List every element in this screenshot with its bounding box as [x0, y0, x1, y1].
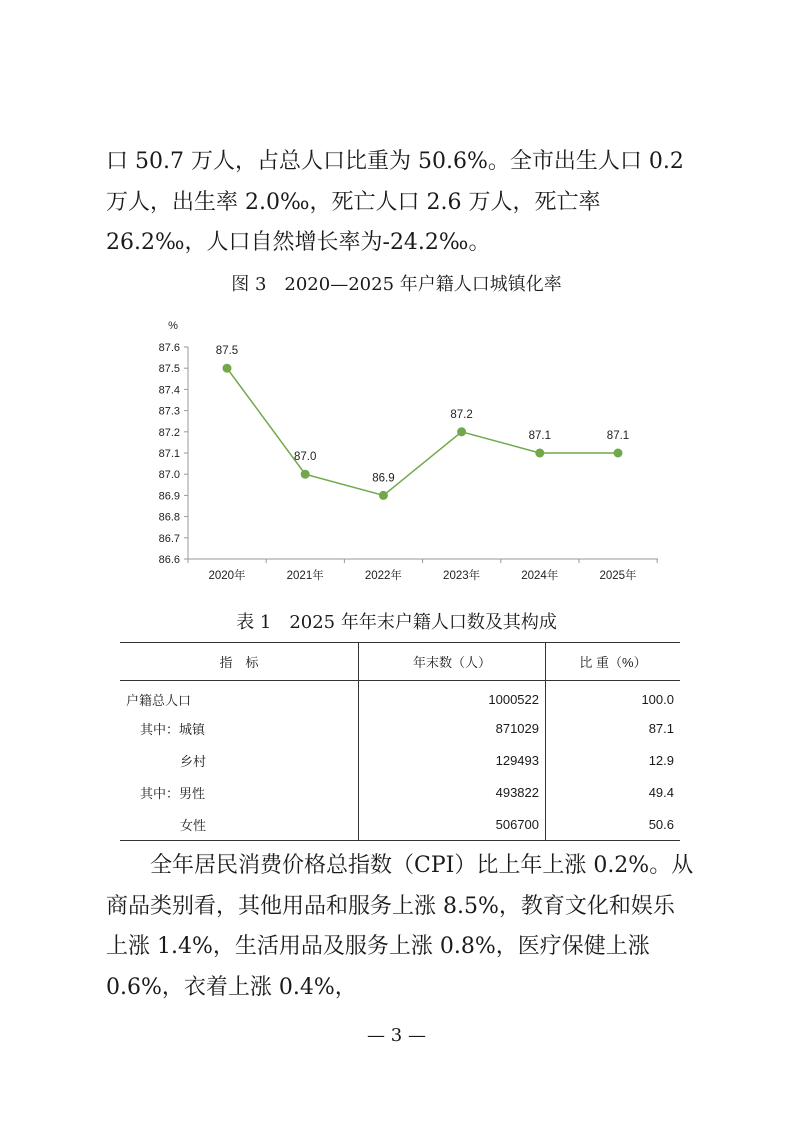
data-point — [614, 449, 623, 458]
series-line — [227, 368, 618, 495]
x-tick-label: 2025年 — [599, 570, 637, 582]
x-tick-label: 2021年 — [286, 570, 324, 582]
table-row — [120, 681, 680, 713]
y-tick-label: 86.7 — [158, 532, 180, 545]
row-value: 493822 — [359, 777, 546, 809]
data-point — [535, 449, 544, 458]
table-row — [120, 777, 680, 809]
y-tick-label: 87.1 — [158, 448, 180, 460]
y-tick-label: 87.2 — [158, 426, 180, 439]
x-tick-label: 2020年 — [208, 570, 246, 582]
y-tick-label: 86.9 — [158, 490, 180, 503]
data-point — [223, 364, 232, 373]
table-caption: 表 1 2025 年年末户籍人口数及其构成 — [236, 612, 557, 633]
x-tick-label: 2024年 — [521, 570, 559, 582]
header-share: 比 重（%） — [546, 643, 681, 681]
row-share: 50.6 — [546, 809, 681, 841]
row-label: 女性 — [120, 809, 359, 841]
row-value: 129493 — [359, 745, 546, 777]
y-tick-label: 86.6 — [158, 554, 180, 566]
header-year-end-count: 年末数（人） — [359, 643, 546, 681]
data-label: 87.1 — [606, 430, 630, 442]
population-table — [120, 642, 680, 841]
y-tick-label: 86.8 — [158, 511, 180, 524]
data-label: 87.1 — [528, 430, 551, 442]
row-share: 49.4 — [546, 777, 681, 809]
urbanization-line-chart — [150, 315, 670, 587]
header-indicator: 指 标 — [120, 643, 359, 681]
y-tick-label: 87.0 — [158, 469, 180, 482]
paragraph-population: 口 50.7 万人，占总人口比重为 50.6%。全市出生人口 0.2 万人，出生率 2.0‰，死亡人口 2.6 万人，死亡率 26.2‰，人口自然增长率为-24.2‰。 — [106, 149, 684, 255]
data-point — [457, 427, 466, 436]
row-label: 其中：城镇 — [140, 722, 206, 737]
y-tick-label: 87.6 — [158, 342, 180, 354]
data-label: 87.2 — [450, 408, 473, 421]
row-value: 1000522 — [359, 681, 546, 713]
data-label: 86.9 — [372, 472, 395, 485]
row-value: 871029 — [359, 713, 546, 745]
table-row — [120, 809, 680, 841]
y-tick-label: 87.3 — [158, 405, 180, 418]
data-point — [301, 470, 310, 479]
table-row — [120, 745, 680, 777]
y-tick-label: 87.4 — [158, 384, 180, 397]
table-header-row — [120, 643, 680, 681]
paragraph-cpi: 全年居民消费价格总指数（CPI）比上年上涨 0.2%。从商品类别看，其他用品和服务上涨 8.5%，教育文化和娱乐上涨 1.4%，生活用品及服务上涨 0.8%，医疗保健上涨 0.6%，衣着上涨 0.4%， — [106, 853, 694, 1000]
y-tick-label: 87.5 — [158, 363, 180, 376]
row-label: 其中：男性 — [140, 786, 206, 801]
row-value: 506700 — [359, 809, 546, 841]
row-share: 87.1 — [546, 713, 681, 745]
page-number: — 3 — — [367, 1025, 426, 1046]
x-tick-label: 2023年 — [443, 570, 481, 582]
data-label: 87.5 — [215, 345, 239, 358]
data-label: 87.0 — [294, 451, 317, 464]
table-row — [120, 713, 680, 745]
y-axis-unit: % — [168, 320, 178, 332]
row-label: 户籍总人口 — [126, 693, 192, 709]
row-label: 乡村 — [180, 754, 207, 769]
row-share: 12.9 — [546, 745, 681, 777]
x-tick-label: 2022年 — [364, 570, 402, 582]
figure-caption: 图 3 2020—2025 年户籍人口城镇化率 — [231, 274, 562, 295]
row-share: 100.0 — [546, 681, 681, 713]
data-point — [379, 491, 388, 500]
